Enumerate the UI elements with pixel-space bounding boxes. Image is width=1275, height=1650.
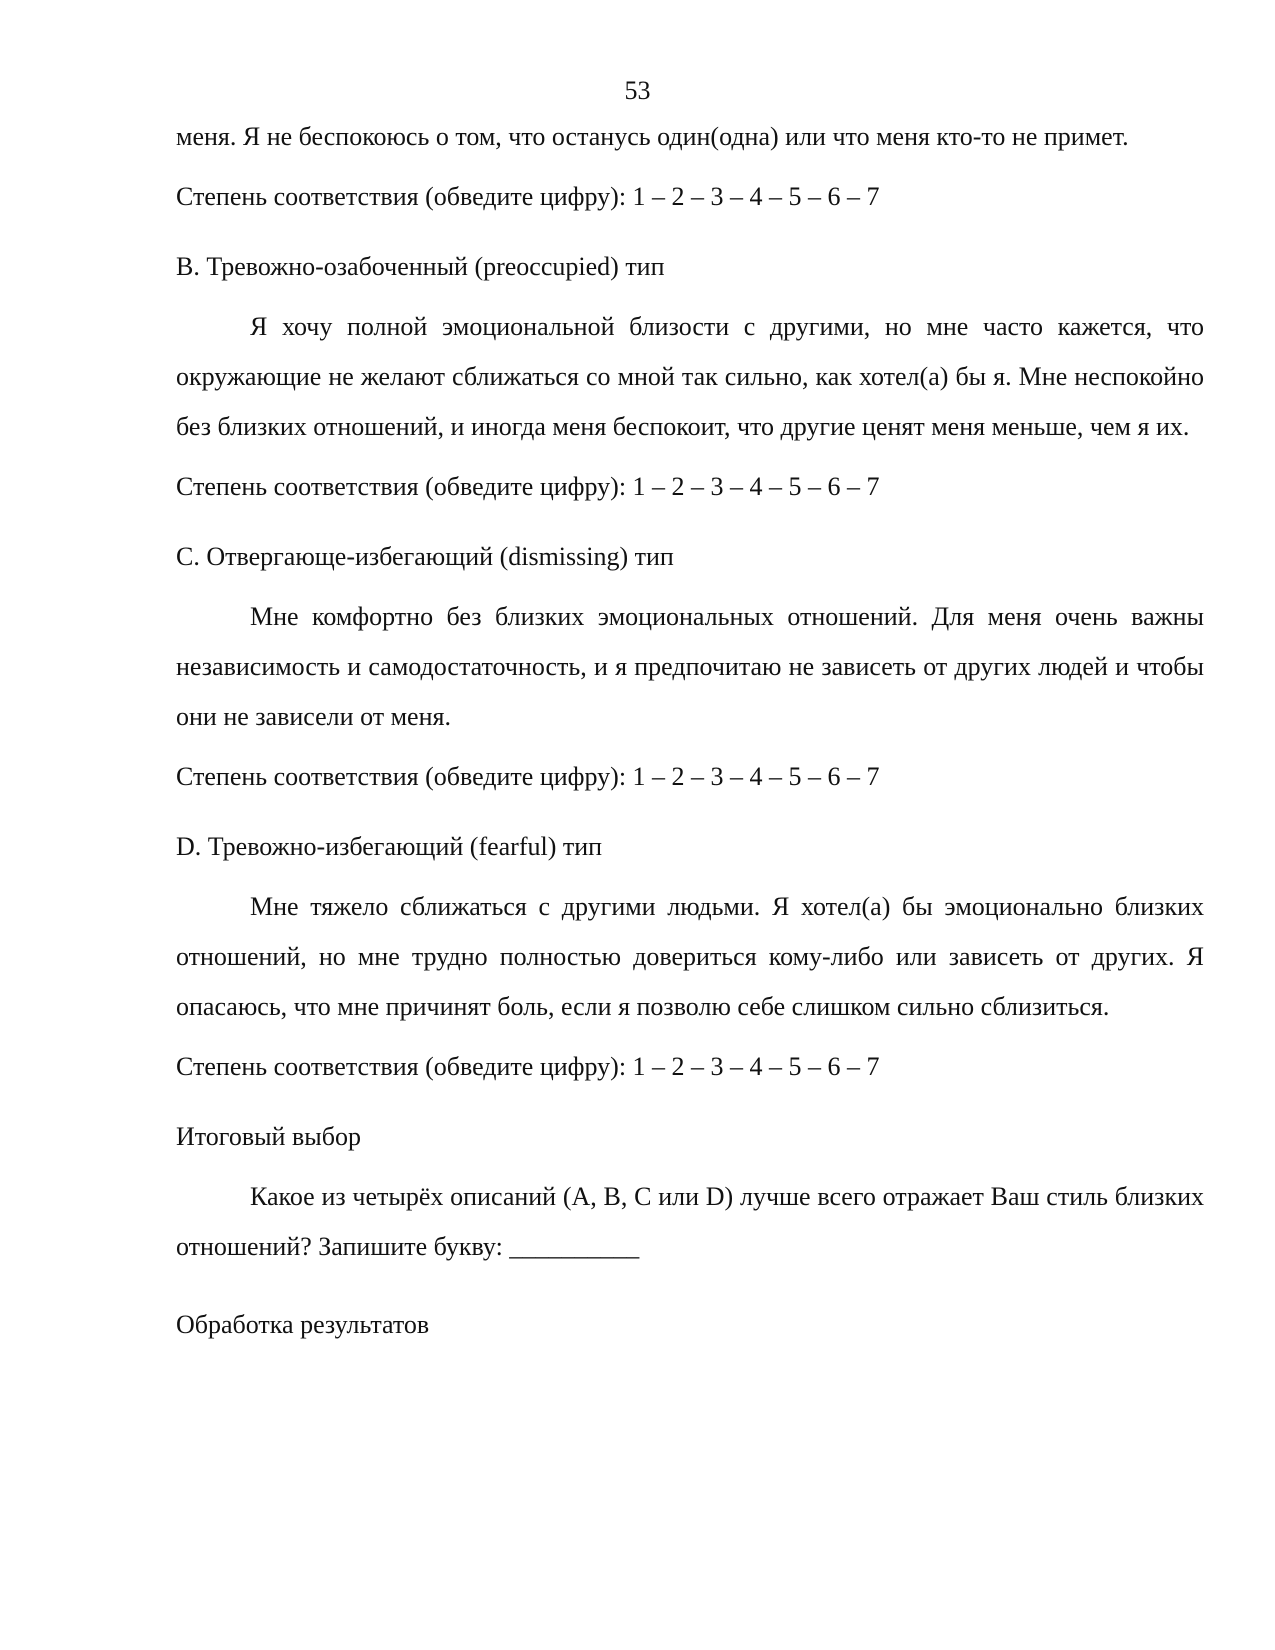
- page-number: 53: [624, 76, 651, 105]
- section-text-d: Мне тяжело сближаться с другими людьми. Я хотел(а) бы эмоционально близких отношений, но мне трудно полностью довериться кому-либо или зависеть от других. Я опасаюсь, что мне причинят боль, если я позволю себе слишком сильно сблизиться.: [176, 892, 1204, 1021]
- rating-line-b: Степень соответствия (обведите цифру): 1 – 2 – 3 – 4 – 5 – 6 – 7: [176, 472, 880, 501]
- page-content: [176, 112, 1204, 1342]
- section-text-b: Я хочу полной эмоциональной близости с другими, но мне часто кажется, что окружающие не желают сближаться со мной так сильно, как хотел(а) бы я. Мне неспокойно без близких отношений, и иногда меня беспокоит, что другие ценят меня меньше, чем я их.: [176, 312, 1204, 441]
- intro-paragraph-tail: меня. Я не беспокоюсь о том, что останусь один(одна) или что меня кто-то не примет.: [176, 122, 1129, 151]
- rating-line-a: Степень соответствия (обведите цифру): 1 – 2 – 3 – 4 – 5 – 6 – 7: [176, 182, 880, 211]
- final-choice-heading: Итоговый выбор: [176, 1122, 361, 1151]
- processing-heading: Обработка результатов: [176, 1310, 430, 1339]
- rating-line-d: Степень соответствия (обведите цифру): 1 – 2 – 3 – 4 – 5 – 6 – 7: [176, 1052, 880, 1081]
- section-text-c: Мне комфортно без близких эмоциональных отношений. Для меня очень важны независимость и самодостаточность, и я предпочитаю не зависеть от других людей и чтобы они не зависели от меня.: [176, 602, 1204, 731]
- section-heading-d: D. Тревожно-избегающий (fearful) тип: [176, 832, 603, 861]
- rating-line-c: Степень соответствия (обведите цифру): 1 – 2 – 3 – 4 – 5 – 6 – 7: [176, 762, 880, 791]
- section-heading-b: B. Тревожно-озабоченный (preoccupied) тип: [176, 252, 665, 281]
- section-heading-c: C. Отвергающе-избегающий (dismissing) тип: [176, 542, 674, 571]
- final-choice-text: Какое из четырёх описаний (A, B, C или D) лучше всего отражает Ваш стиль близких отношений? Запишите букву: __________: [176, 1182, 1204, 1261]
